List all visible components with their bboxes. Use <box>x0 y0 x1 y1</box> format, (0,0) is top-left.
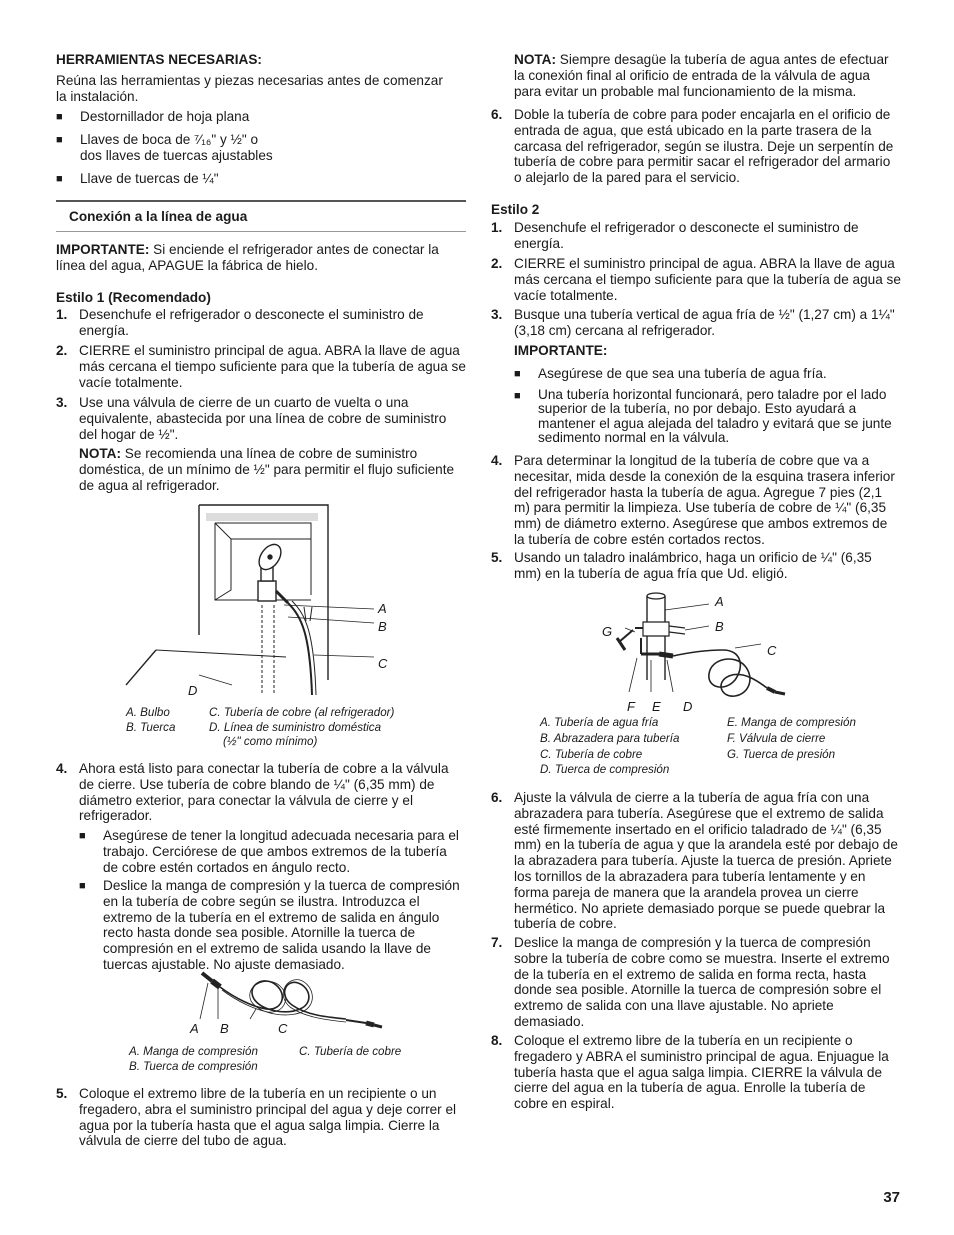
section-rule-bottom <box>56 231 466 232</box>
s1-step4-bullet: ■ Asegúrese de tener la longitud adecuada necesaria para el trabajo. Cerciórese de que ambos extremos de la tubería de cobre estén cortados en ángulo recto. <box>79 828 459 875</box>
fig3-caption-b: B. Abrazadera para tubería <box>540 732 680 745</box>
fig3-label-e: E <box>652 699 661 714</box>
fig2-label-a: A <box>190 1021 199 1036</box>
fig3-label-d: D <box>683 699 693 714</box>
fig3-caption-f: F. Válvula de cierre <box>727 732 826 745</box>
fig1-caption-d2: (½" como mínimo) <box>223 735 318 748</box>
shutoff-valve-figure <box>56 495 466 705</box>
s2-important-bullet: ■ Una tubería horizontal funcionará, pero taladre por el lado superior de la tubería, no por debajo. Esto ayudará a mantener el agua alejada del taladro y evitará que se junte sedimento normal en la válvula. <box>514 387 892 446</box>
fig3-caption-a: A. Tubería de agua fría <box>540 716 659 729</box>
fig1-label-b: B <box>378 619 387 634</box>
fig3-caption-g: G. Tuerca de presión <box>727 748 836 761</box>
s1-step-5: 5. Coloque el extremo libre de la tubería en un recipiente o un fregadero, abra el suministro principal del agua y deje correr el agua por la tubería hasta que el agua salga limpia. Cierre la válvula de cierre del tubo de agua. <box>56 1086 457 1149</box>
fig2-caption-c: C. Tubería de cobre <box>299 1045 402 1058</box>
section-title: Conexión a la línea de agua <box>69 209 248 224</box>
s2-step-3: 3. Busque una tubería vertical de agua fría de ½" (1,27 cm) a 1¼" (3,18 cm) cercana al refrigerador. <box>491 307 895 338</box>
s2-step-8: 8. Coloque el extremo libre de la tubería en un recipiente o fregadero y ABRA el suministro principal de agua. Enjuague la tubería hasta que el agua salga limpia. CIERRE la válvula de cierre del agua en la tubería de agua. Enrolle la tubería de cobre en espiral. <box>491 1033 889 1112</box>
fig3-label-f: F <box>627 699 635 714</box>
fig1-caption-c: C. Tubería de cobre (al refrigerador) <box>209 706 395 719</box>
s2-step-7: 7. Deslice la manga de compresión y la tuerca de compresión sobre la tubería de cobre como se muestra. Inserte el extremo de la tubería en el extremo de salida en forma recta, hasta donde sea posible. Atornille la tuerca de compresión sobre el extremo de salida con una llave ajustable. No apriete demasiado. <box>491 935 890 1029</box>
section-rule-top <box>56 200 466 202</box>
fig1-caption-b: B. Tuerca <box>126 721 176 734</box>
s2-important-label: IMPORTANTE: <box>514 343 608 358</box>
fig2-caption-a: A. Manga de compresión <box>129 1045 258 1058</box>
drain-note: NOTA: Siempre desagüe la tubería de agua antes de efectuar la conexión final al orificio de entrada de la válvula de agua para evitar un probable mal funcionamiento de la misma. <box>514 52 889 99</box>
s1-step-3: 3. Use una válvula de cierre de un cuarto de vuelta o una equivalente, abastecida por una línea de cobre de suministro del hogar de ½". <box>56 395 447 442</box>
s1-note: NOTA: Se recomienda una línea de cobre de suministro doméstica, de un mínimo de ½" para permitir el flujo suficiente de agua al refrigerador. <box>79 446 455 493</box>
s2-step-2: 2. CIERRE el suministro principal de agua. ABRA la llave de agua más cercana el tiempo suficiente para que la tubería de agua se vacíe totalmente. <box>491 256 901 303</box>
tool-item: ■ Llaves de boca de ⁷⁄₁₆" y ½" o dos llaves de tuercas ajustables <box>56 132 273 163</box>
s1-step-6: 6. Doble la tubería de cobre para poder encajarla en el orificio de entrada de agua, que está ubicado en la parte trasera de la carcasa del refrigerador, según se ilustra. Deje un serpentín de tubería de cobre para permitir sacar el refrigerador del armario o alejarlo de la pared para el servicio. <box>491 107 894 186</box>
page-number: 37 <box>883 1189 900 1206</box>
pipe-clamp-figure <box>611 588 811 708</box>
tools-intro: Reúna las herramientas y piezas necesarias antes de comenzar la instalación. <box>56 73 443 104</box>
fig3-label-a: A <box>715 594 724 609</box>
fig3-caption-c: C. Tubería de cobre <box>540 748 643 761</box>
s1-step-4: 4. Ahora está listo para conectar la tubería de cobre a la válvula de cierre. Use tubería de cobre blando de ¼" (6,35 mm) de diámetro exterior, para conectar la válvula de cierre y el refrigerador. <box>56 761 449 824</box>
s2-step-1: 1. Desenchufe el refrigerador o desconecte el suministro de energía. <box>491 220 859 251</box>
fig1-label-d: D <box>188 683 198 698</box>
s1-step-1: 1. Desenchufe el refrigerador o desconecte el suministro de energía. <box>56 307 424 338</box>
fig2-caption-b: B. Tuerca de compresión <box>129 1060 258 1073</box>
fig1-label-c: C <box>378 656 388 671</box>
important-note: IMPORTANTE: Si enciende el refrigerador antes de conectar la línea del agua, APAGUE la fábrica de hielo. <box>56 242 439 273</box>
s2-step-5: 5. Usando un taladro inalámbrico, haga un orificio de ¼" (6,35 mm) en la tubería de agua fría que Ud. eligió. <box>491 550 872 581</box>
fig3-caption-e: E. Manga de compresión <box>727 716 856 729</box>
s2-important-bullet: ■ Asegúrese de que sea una tubería de agua fría. <box>514 366 827 381</box>
style1-title: Estilo 1 (Recomendado) <box>56 290 211 305</box>
fig1-caption-a: A. Bulbo <box>126 706 170 719</box>
style2-title: Estilo 2 <box>491 202 540 217</box>
s1-step4-bullet: ■ Deslice la manga de compresión y la tuerca de compresión en la tubería de cobre según se ilustra. Introduzca el extremo de la tubería en el extremo de salida en ángulo recto hasta donde sea posible. Atornille la tuerca de compresión en el extremo de salida usando la llave de tuercas ajustable. No ajuste demasiado. <box>79 878 460 972</box>
fig3-label-b: B <box>715 619 724 634</box>
tool-item: ■ Llave de tuercas de ¼" <box>56 171 219 186</box>
s2-step-6: 6. Ajuste la válvula de cierre a la tubería de agua fría con una abrazadera para tubería. Asegúrese que el extremo de salida esté firmemente insertado en el orificio taladrado de ¼" (6,35 mm) en la tubería de agua y que la arandela esté por debajo de la abrazadera para tubería. Ajuste la tuerca de presión. Apriete los tornillos de la abrazadera para tubería lentamente y en forma pareja de manera que la arandela provea un cierre hermético. No apriete demasiado porque se puede quebrar la tubería de cobre. <box>491 790 898 932</box>
tool-item: ■ Destornillador de hoja plana <box>56 109 250 124</box>
tools-heading: HERRAMIENTAS NECESARIAS: <box>56 52 262 67</box>
fig3-label-c: C <box>767 643 777 658</box>
fig1-label-a: A <box>378 601 387 616</box>
fig3-caption-d: D. Tuerca de compresión <box>540 763 670 776</box>
fig3-label-g: G <box>602 624 613 639</box>
fig2-label-b: B <box>220 1021 229 1036</box>
fig1-caption-d: D. Línea de suministro doméstica <box>209 721 382 734</box>
s1-step-2: 2. CIERRE el suministro principal de agua. ABRA la llave de agua más cercana el tiempo suficiente para que la tubería de agua se vacíe totalmente. <box>56 343 466 390</box>
s2-step-4: 4. Para determinar la longitud de la tubería de cobre que va a necesitar, mida desde la conexión de la esquina trasera inferior del refrigerador hasta la tubería de agua. Agregue 7 pies (2,1 m) para permitir la limpieza. Use tubería de cobre de ¼" (6,35 mm) de diámetro externo. Asegúrese que ambos extremos de la tubería de cobre estén cortados rectos. <box>491 453 895 547</box>
fig2-label-c: C <box>278 1021 288 1036</box>
